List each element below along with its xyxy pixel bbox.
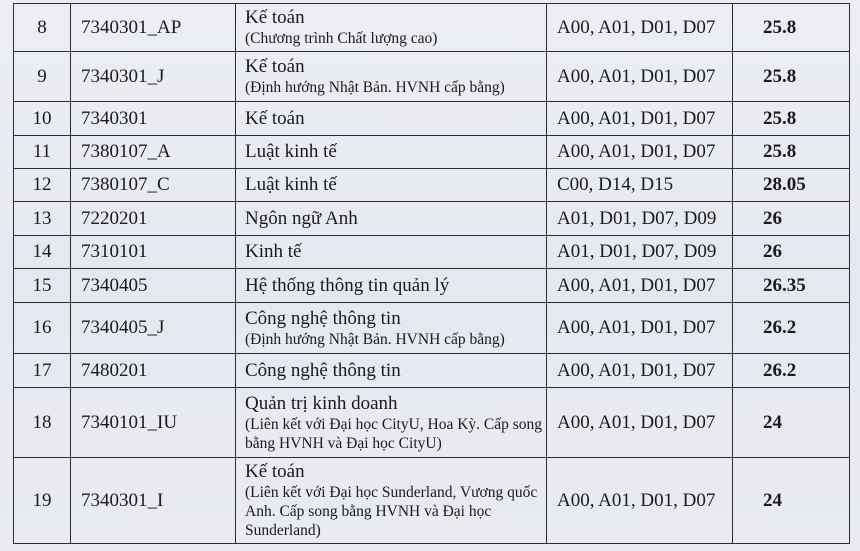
table-row [14, 4, 850, 52]
program-name: Kế toán [245, 107, 305, 129]
program-name: Hệ thống thông tin quản lý [245, 274, 450, 296]
row-number: 19 [14, 458, 71, 544]
subject-combinations: A00, A01, D01, D07 [547, 354, 733, 388]
admission-score: 25.8 [733, 136, 850, 169]
program-note: (Liên kết với Đại học Sunderland, Vương quốc Anh. Cấp song bằng HVNH và Đại học Sunderland) [245, 484, 538, 539]
program-name: Kế toán [245, 56, 305, 77]
program-name: Công nghệ thông tin [245, 307, 401, 329]
table-body [14, 4, 850, 544]
program-note: (Chương trình Chất lượng cao) [245, 30, 438, 47]
program-name: Luật kinh tế [245, 174, 337, 195]
program-code: 7310101 [71, 236, 236, 269]
table-row [14, 388, 850, 458]
program-name-cell [236, 202, 547, 236]
row-number: 13 [14, 202, 71, 236]
admission-score: 26.35 [733, 269, 850, 303]
program-note: (Định hướng Nhật Bản. HVNH cấp bằng) [245, 330, 505, 348]
admission-score: 28.05 [733, 169, 850, 202]
subject-combinations: A00, A01, D01, D07 [547, 136, 733, 169]
program-code: 7340301_AP [71, 4, 236, 52]
program-code: 7220201 [71, 202, 236, 236]
program-name: Ngôn ngữ Anh [245, 207, 358, 229]
program-code: 7340405_J [71, 303, 236, 354]
program-code: 7380107_C [71, 169, 236, 202]
row-number: 14 [14, 236, 71, 269]
program-name-cell [236, 52, 547, 102]
subject-combinations: A00, A01, D01, D07 [547, 4, 733, 52]
program-name: Quản trị kinh doanh [245, 392, 398, 414]
program-name-cell [236, 388, 547, 458]
subject-combinations: A00, A01, D01, D07 [547, 102, 733, 136]
table-row [14, 202, 850, 236]
program-code: 7340101_IU [71, 388, 236, 458]
table-row [14, 303, 850, 354]
program-code: 7340301_I [71, 458, 236, 544]
row-number: 12 [14, 169, 71, 202]
table-row [14, 102, 850, 136]
program-name: Kinh tế [245, 241, 302, 262]
admission-score: 26 [733, 202, 850, 236]
admission-score: 25.8 [733, 102, 850, 136]
program-name-cell [236, 4, 547, 52]
program-name-cell [236, 136, 547, 169]
program-name-cell [236, 303, 547, 354]
table-row [14, 136, 850, 169]
program-note: (Định hướng Nhật Bản. HVNH cấp bằng) [245, 79, 505, 96]
subject-combinations: A00, A01, D01, D07 [547, 458, 733, 544]
admission-score: 24 [733, 458, 850, 544]
table-row [14, 458, 850, 544]
row-number: 15 [14, 269, 71, 303]
program-code: 7480201 [71, 354, 236, 388]
program-code: 7340301 [71, 102, 236, 136]
admission-score: 25.8 [733, 52, 850, 102]
table-row [14, 52, 850, 102]
subject-combinations: A00, A01, D01, D07 [547, 388, 733, 458]
row-number: 8 [14, 4, 71, 52]
program-code: 7340405 [71, 269, 236, 303]
program-name: Công nghệ thông tin [245, 359, 401, 381]
program-name: Kế toán [245, 461, 305, 482]
admission-score: 26.2 [733, 354, 850, 388]
program-code: 7340301_J [71, 52, 236, 102]
table-row [14, 236, 850, 269]
row-number: 18 [14, 388, 71, 458]
admission-score: 26 [733, 236, 850, 269]
program-note: (Liên kết với Đại học CityU, Hoa Kỳ. Cấp song bằng HVNH và Đại học CityU) [245, 415, 543, 452]
row-number: 9 [14, 52, 71, 102]
program-code: 7380107_A [71, 136, 236, 169]
program-name-cell [236, 169, 547, 202]
program-name: Luật kinh tế [245, 141, 337, 162]
admission-scores-table [13, 3, 850, 544]
program-name-cell [236, 354, 547, 388]
row-number: 11 [14, 136, 71, 169]
table-row [14, 269, 850, 303]
admission-score: 24 [733, 388, 850, 458]
subject-combinations: A00, A01, D01, D07 [547, 52, 733, 102]
row-number: 17 [14, 354, 71, 388]
subject-combinations: A01, D01, D07, D09 [547, 236, 733, 269]
row-number: 10 [14, 102, 71, 136]
admission-score: 26.2 [733, 303, 850, 354]
row-number: 16 [14, 303, 71, 354]
subject-combinations: A00, A01, D01, D07 [547, 269, 733, 303]
table-row [14, 169, 850, 202]
subject-combinations: C00, D14, D15 [547, 169, 733, 202]
program-name: Kế toán [245, 7, 305, 28]
admission-score: 25.8 [733, 4, 850, 52]
table-row [14, 354, 850, 388]
program-name-cell [236, 458, 547, 544]
subject-combinations: A00, A01, D01, D07 [547, 303, 733, 354]
program-name-cell [236, 236, 547, 269]
program-name-cell [236, 102, 547, 136]
program-name-cell [236, 269, 547, 303]
subject-combinations: A01, D01, D07, D09 [547, 202, 733, 236]
